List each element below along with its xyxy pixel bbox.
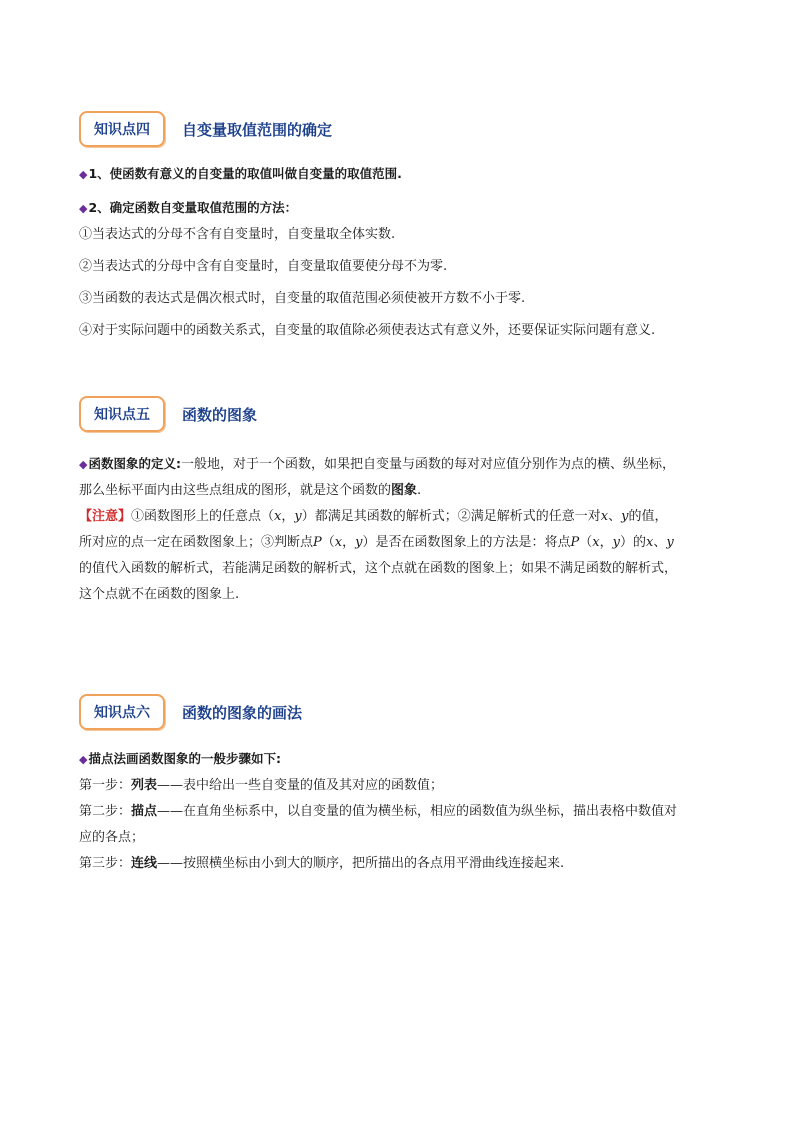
- definition-label: 函数图象的定义:: [88, 456, 181, 471]
- rule-item: ③当函数的表达式是偶次根式时，自变量的取值范围必须使被开方数不小于零.: [79, 291, 526, 306]
- section-header: [79, 109, 729, 149]
- section-title: 函数的图象: [182, 405, 258, 424]
- section-knowledge-5: [79, 394, 729, 608]
- note-label: 【注意】: [79, 509, 132, 524]
- steps-paragraph: [79, 746, 729, 877]
- diamond-icon: ◆: [79, 753, 88, 766]
- section-body: [79, 164, 729, 341]
- rule-item: ②当表达式的分母中含有自变量时，自变量取值要使分母不为零.: [79, 259, 448, 274]
- diamond-icon: ◆: [79, 168, 88, 181]
- note-paragraph: 【注意】①函数图形上的任意点（x，y）都满足其函数的解析式；②满足解析式的任意一对x、y的值， 所对应的点一定在函数图象上；③判断点P（x，y）是否在函数图象上的方法是：将点P（x，y）的x、y 的值代入函数的解析式，若能满足函数的解析式，这个点就在函数的图象上；如果不满足函数的解析式， 这个点就不在函数的图象上.: [79, 509, 678, 602]
- definition-paragraph: ◆函数图象的定义:一般地，对于一个函数，如果把自变量与函数的每对对应值分别作为点的横、纵坐标， 那么坐标平面内由这些点组成的图形，就是这个函数的图象.: [79, 456, 675, 498]
- section-knowledge-6: [79, 692, 729, 877]
- section-badge: 知识点六: [79, 694, 165, 730]
- step-2-continued: 应的各点；: [79, 830, 145, 845]
- section-header: [79, 394, 729, 434]
- section-header: [79, 692, 729, 732]
- step-1: 第一步：列表——表中给出一些自变量的值及其对应的函数值；: [79, 778, 444, 793]
- step-2: 第二步：描点——在直角坐标系中，以自变量的值为横坐标，相应的函数值为纵坐标，描出表格中数值对: [79, 804, 678, 819]
- section-badge: 知识点五: [79, 396, 165, 432]
- section-badge: 知识点四: [79, 111, 165, 147]
- point-2: ◆2、确定函数自变量取值范围的方法：: [79, 200, 298, 215]
- point-1: ◆1、使函数有意义的自变量的取值叫做自变量的取值范围.: [79, 166, 402, 181]
- step-3: 第三步：连线——按照横坐标由小到大的顺序，把所描出的各点用平滑曲线连接起来.: [79, 856, 565, 871]
- rule-item: ①当表达式的分母不含有自变量时，自变量取全体实数.: [79, 227, 396, 242]
- diamond-icon: ◆: [79, 458, 88, 471]
- rule-item: ④对于实际问题中的函数关系式，自变量的取值除必须使表达式有意义外，还要保证实际问题有意义.: [79, 323, 656, 338]
- section-knowledge-4: [79, 109, 729, 341]
- steps-intro: 描点法画函数图象的一般步骤如下:: [88, 751, 281, 766]
- diamond-icon: ◆: [79, 202, 88, 215]
- section-title: 函数的图象的画法: [182, 703, 303, 722]
- section-title: 自变量取值范围的确定: [182, 120, 333, 139]
